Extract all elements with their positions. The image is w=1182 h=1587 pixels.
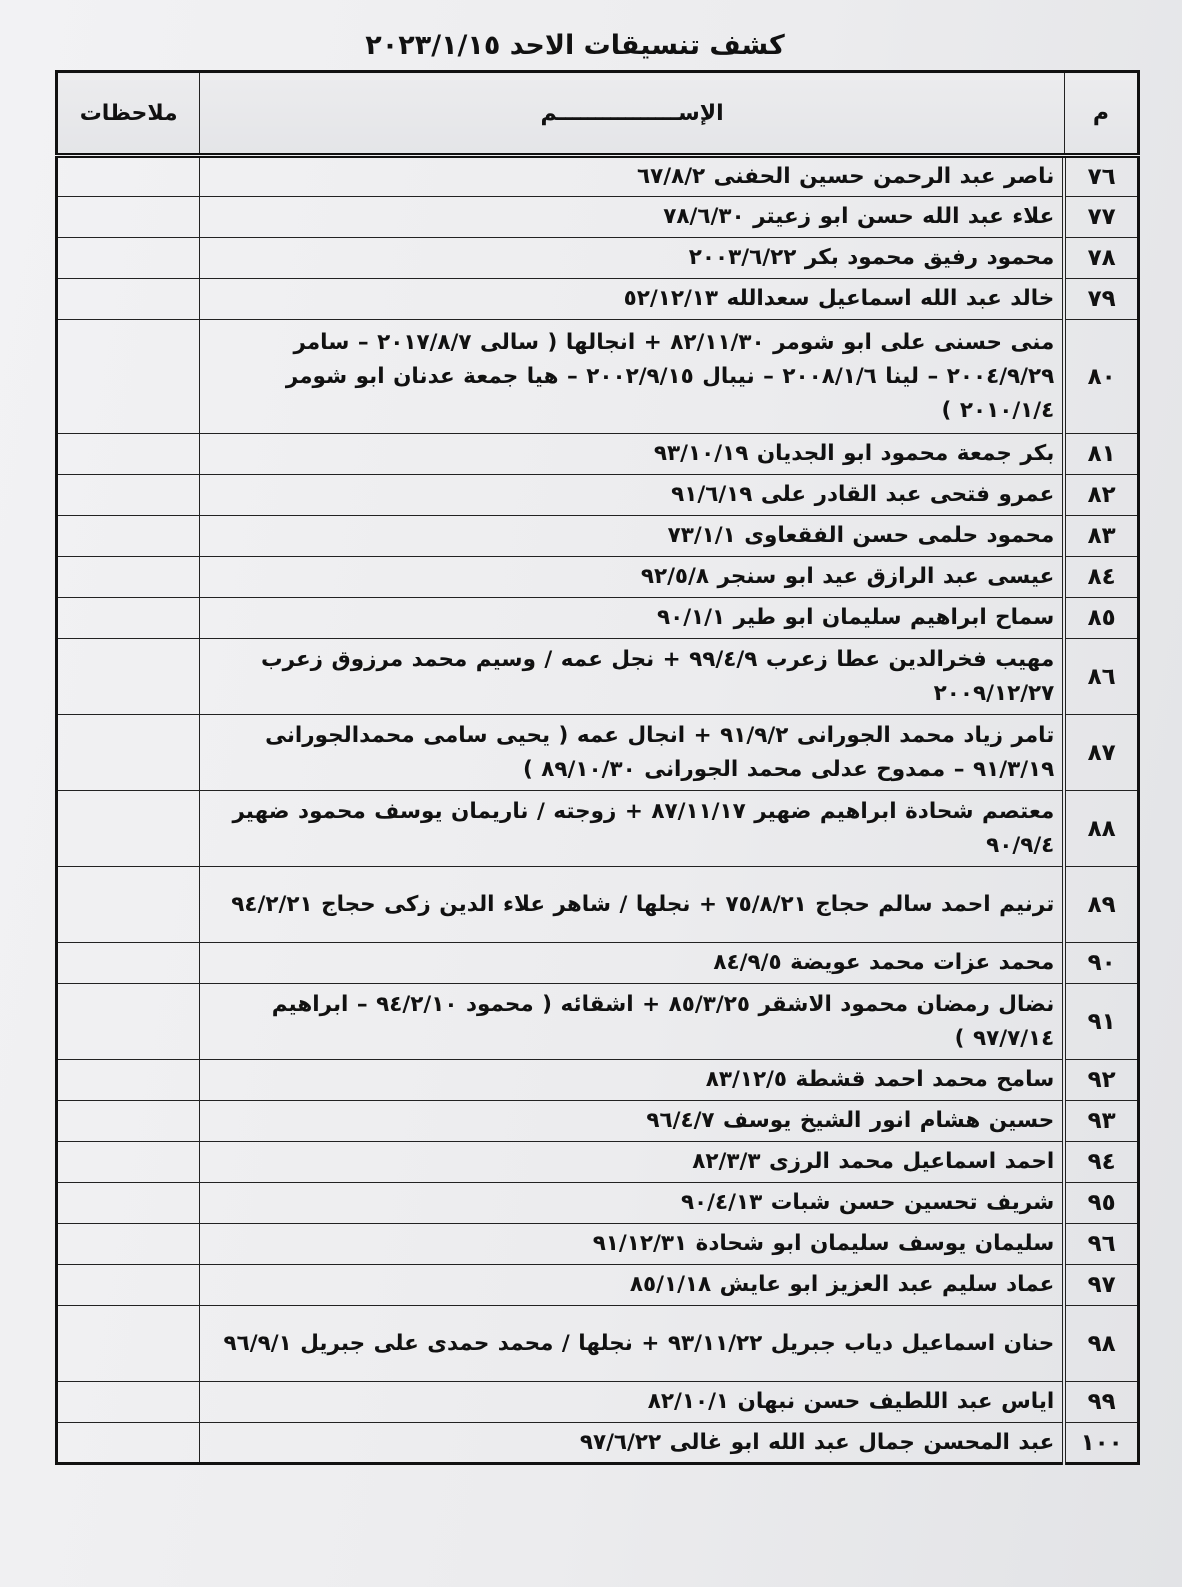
row-name: ترنيم احمد سالم حجاج ٧٥/٨/٢١ + نجلها / شاهر علاء الدين زكى حجاج ٩٤/٢/٢١ — [200, 867, 1064, 943]
row-name: سامح محمد احمد قشطة ٨٣/١٢/٥ — [200, 1060, 1064, 1101]
table-row — [57, 1224, 1139, 1265]
row-notes — [57, 1101, 200, 1142]
row-name: علاء عبد الله حسن ابو زعيتر ٧٨/٦/٣٠ — [200, 197, 1064, 238]
table-row — [57, 867, 1139, 943]
row-notes — [57, 1060, 200, 1101]
row-name: منى حسنى على ابو شومر ٨٢/١١/٣٠ + انجالها ( سالى ٢٠١٧/٨/٧ – سامر ٢٠٠٤/٩/٢٩ – لينا ٢٠٠٨/١/٦ – نيبال ٢٠٠٢/٩/١٥ – هيا جمعة عدنان ابو شومر ٢٠١٠/١/٤ ) — [200, 320, 1064, 434]
row-name: مهيب فخرالدين عطا زعرب ٩٩/٤/٩ + نجل عمه / وسيم محمد مرزوق زعرب ٢٠٠٩/١٢/٢٧ — [200, 639, 1064, 715]
row-notes — [57, 639, 200, 715]
row-name: حسين هشام انور الشيخ يوسف ٩٦/٤/٧ — [200, 1101, 1064, 1142]
table-row — [57, 238, 1139, 279]
row-name: عيسى عبد الرازق عيد ابو سنجر ٩٢/٥/٨ — [200, 557, 1064, 598]
table-row — [57, 434, 1139, 475]
row-name: ناصر عبد الرحمن حسين الحفنى ٦٧/٨/٢ — [200, 156, 1064, 197]
table-row — [57, 1142, 1139, 1183]
row-name: سليمان يوسف سليمان ابو شحادة ٩١/١٢/٣١ — [200, 1224, 1064, 1265]
table-row — [57, 197, 1139, 238]
table-row — [57, 598, 1139, 639]
row-name: عبد المحسن جمال عبد الله ابو غالى ٩٧/٦/٢٢ — [200, 1423, 1064, 1464]
row-number: ٧٨ — [1064, 238, 1138, 279]
row-number: ٨٤ — [1064, 557, 1138, 598]
row-name: اياس عبد اللطيف حسن نبهان ٨٢/١٠/١ — [200, 1382, 1064, 1423]
row-number: ٩٣ — [1064, 1101, 1138, 1142]
row-name: نضال رمضان محمود الاشقر ٨٥/٣/٢٥ + اشقائه ( محمود ٩٤/٢/١٠ – ابراهيم ٩٧/٧/١٤ ) — [200, 984, 1064, 1060]
row-name: محمد عزات محمد عويضة ٨٤/٩/٥ — [200, 943, 1064, 984]
row-name: خالد عبد الله اسماعيل سعدالله ٥٢/١٢/١٣ — [200, 279, 1064, 320]
row-name: حنان اسماعيل دياب جبريل ٩٣/١١/٢٢ + نجلها / محمد حمدى على جبريل ٩٦/٩/١ — [200, 1306, 1064, 1382]
row-notes — [57, 475, 200, 516]
row-number: ٩٠ — [1064, 943, 1138, 984]
row-number: ٩٩ — [1064, 1382, 1138, 1423]
row-number: ٨٢ — [1064, 475, 1138, 516]
row-number: ٨٨ — [1064, 791, 1138, 867]
row-number: ٨٧ — [1064, 715, 1138, 791]
row-number: ٨٠ — [1064, 320, 1138, 434]
row-name: معتصم شحادة ابراهيم ضهير ٨٧/١١/١٧ + زوجته / ناريمان يوسف محمود ضهير ٩٠/٩/٤ — [200, 791, 1064, 867]
table-row — [57, 1060, 1139, 1101]
row-notes — [57, 598, 200, 639]
table-row — [57, 279, 1139, 320]
row-name: عماد سليم عبد العزيز ابو عايش ٨٥/١/١٨ — [200, 1265, 1064, 1306]
table-row — [57, 943, 1139, 984]
row-notes — [57, 279, 200, 320]
table-row — [57, 984, 1139, 1060]
table-row — [57, 516, 1139, 557]
table-row — [57, 156, 1139, 197]
row-name: شريف تحسين حسن شبات ٩٠/٤/١٣ — [200, 1183, 1064, 1224]
row-notes — [57, 557, 200, 598]
row-number: ٩٢ — [1064, 1060, 1138, 1101]
row-number: ٧٩ — [1064, 279, 1138, 320]
row-number: ٨١ — [1064, 434, 1138, 475]
row-number: ٩٤ — [1064, 1142, 1138, 1183]
row-notes — [57, 156, 200, 197]
table-row — [57, 1101, 1139, 1142]
row-name: احمد اسماعيل محمد الرزى ٨٢/٣/٣ — [200, 1142, 1064, 1183]
document-title: كشف تنسيقات الاحد ٢٠٢٣/١/١٥ — [365, 30, 785, 61]
header-notes: ملاحظات — [57, 72, 200, 156]
header-name: الإســــــــــــــــم — [200, 72, 1064, 156]
row-number: ٩١ — [1064, 984, 1138, 1060]
row-notes — [57, 238, 200, 279]
row-number: ٩٦ — [1064, 1224, 1138, 1265]
table-row — [57, 1382, 1139, 1423]
row-number: ٩٨ — [1064, 1306, 1138, 1382]
row-number: ٨٦ — [1064, 639, 1138, 715]
row-number: ٧٧ — [1064, 197, 1138, 238]
names-table — [55, 70, 1140, 1465]
table-row — [57, 1183, 1139, 1224]
row-notes — [57, 1306, 200, 1382]
row-number: ١٠٠ — [1064, 1423, 1138, 1464]
row-notes — [57, 943, 200, 984]
table-row — [57, 791, 1139, 867]
table-header-row — [57, 72, 1139, 156]
row-notes — [57, 197, 200, 238]
row-notes — [57, 1142, 200, 1183]
row-name: محمود رفيق محمود بكر ٢٠٠٣/٦/٢٢ — [200, 238, 1064, 279]
row-notes — [57, 516, 200, 557]
row-notes — [57, 1265, 200, 1306]
row-name: تامر زياد محمد الجورانى ٩١/٩/٢ + انجال عمه ( يحيى سامى محمدالجورانى ٩١/٣/١٩ – ممدوح عدلى محمد الجورانى ٨٩/١٠/٣٠ ) — [200, 715, 1064, 791]
row-notes — [57, 791, 200, 867]
row-notes — [57, 1382, 200, 1423]
row-name: سماح ابراهيم سليمان ابو طير ٩٠/١/١ — [200, 598, 1064, 639]
row-number: ٧٦ — [1064, 156, 1138, 197]
row-notes — [57, 715, 200, 791]
table-row — [57, 557, 1139, 598]
row-notes — [57, 320, 200, 434]
row-notes — [57, 867, 200, 943]
row-notes — [57, 1183, 200, 1224]
row-number: ٨٩ — [1064, 867, 1138, 943]
table-row — [57, 1423, 1139, 1464]
row-notes — [57, 434, 200, 475]
row-name: محمود حلمى حسن الفقعاوى ٧٣/١/١ — [200, 516, 1064, 557]
row-number: ٩٧ — [1064, 1265, 1138, 1306]
table-row — [57, 715, 1139, 791]
row-notes — [57, 1224, 200, 1265]
row-notes — [57, 1423, 200, 1464]
row-number: ٩٥ — [1064, 1183, 1138, 1224]
table-row — [57, 320, 1139, 434]
table-row — [57, 475, 1139, 516]
row-notes — [57, 984, 200, 1060]
table-row — [57, 639, 1139, 715]
table-row — [57, 1265, 1139, 1306]
table-row — [57, 1306, 1139, 1382]
row-number: ٨٥ — [1064, 598, 1138, 639]
row-name: بكر جمعة محمود ابو الجديان ٩٣/١٠/١٩ — [200, 434, 1064, 475]
row-number: ٨٣ — [1064, 516, 1138, 557]
row-name: عمرو فتحى عبد القادر على ٩١/٦/١٩ — [200, 475, 1064, 516]
header-number: م — [1064, 72, 1138, 156]
